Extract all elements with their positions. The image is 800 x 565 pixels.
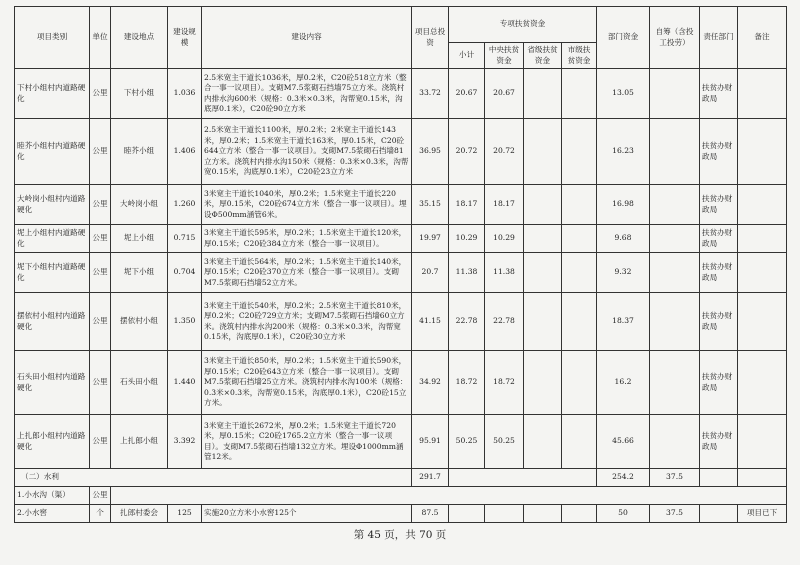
cell-self	[650, 185, 700, 225]
cell-dept: 16.2	[597, 351, 650, 415]
sub2-unit: 个	[90, 505, 111, 523]
cell-category: 上扎郎小组村内道路硬化	[15, 415, 90, 469]
section-dept: 254.2	[597, 469, 650, 487]
cell-resp: 扶贫办财政局	[700, 119, 738, 185]
sub2-city	[562, 505, 597, 523]
header-subtotal: 小计	[449, 43, 485, 69]
sub2-content: 实施20立方米小水窖125个	[202, 505, 412, 523]
sub2-provincial	[524, 505, 562, 523]
cell-total: 20.7	[412, 253, 449, 293]
cell-provincial	[524, 119, 562, 185]
cell-location: 大岭岗小组	[111, 185, 168, 225]
cell-location: 下村小组	[111, 69, 168, 119]
sub-row-cellar	[15, 505, 787, 523]
cell-central: 20.67	[485, 69, 524, 119]
table-row	[15, 415, 787, 469]
cell-location: 坭上小组	[111, 225, 168, 253]
header-scale: 建设规模	[168, 7, 202, 69]
table-row	[15, 185, 787, 225]
cell-total: 36.95	[412, 119, 449, 185]
table-row	[15, 351, 787, 415]
header-city: 市级扶贫资金	[562, 43, 597, 69]
cell-unit: 公里	[90, 253, 111, 293]
header-location: 建设地点	[111, 7, 168, 69]
cell-city	[562, 253, 597, 293]
cell-content: 3米宽主干道长1040米，厚0.2米；1.5米宽主干道长220米，厚0.15米，C20砼674立方米（整合一事一议项目）。埋设Φ500mm涵管6米。	[202, 185, 412, 225]
cell-location: 摆依村小组	[111, 293, 168, 351]
cell-central: 18.72	[485, 351, 524, 415]
cell-subtotal: 22.78	[449, 293, 485, 351]
cell-provincial	[524, 253, 562, 293]
sub2-self: 37.5	[650, 505, 700, 523]
cell-city	[562, 119, 597, 185]
cell-self	[650, 119, 700, 185]
table-row	[15, 119, 787, 185]
cell-scale: 1.406	[168, 119, 202, 185]
cell-category: 石头田小组村内道路硬化	[15, 351, 90, 415]
cell-unit: 公里	[90, 225, 111, 253]
cell-provincial	[524, 293, 562, 351]
cell-category: 坭下小组村内道路硬化	[15, 253, 90, 293]
sub2-central	[485, 505, 524, 523]
cell-central: 20.72	[485, 119, 524, 185]
cell-provincial	[524, 69, 562, 119]
cell-total: 19.97	[412, 225, 449, 253]
header-responsible: 责任部门	[700, 7, 738, 69]
cell-dept: 45.66	[597, 415, 650, 469]
cell-location: 石头田小组	[111, 351, 168, 415]
cell-total: 95.91	[412, 415, 449, 469]
cell-remark	[738, 185, 787, 225]
table-row	[15, 253, 787, 293]
cell-provincial	[524, 185, 562, 225]
cell-resp: 扶贫办财政局	[700, 225, 738, 253]
cell-scale: 0.704	[168, 253, 202, 293]
cell-category: 睦芥小组村内道路硬化	[15, 119, 90, 185]
header-remark: 备注	[738, 7, 787, 69]
cell-central: 50.25	[485, 415, 524, 469]
cell-remark	[738, 415, 787, 469]
project-table	[14, 6, 787, 523]
cell-city	[562, 69, 597, 119]
cell-provincial	[524, 415, 562, 469]
sub2-total: 87.5	[412, 505, 449, 523]
cell-subtotal: 50.25	[449, 415, 485, 469]
cell-unit: 公里	[90, 293, 111, 351]
cell-category: 摆依村小组村内道路硬化	[15, 293, 90, 351]
cell-dept: 18.37	[597, 293, 650, 351]
table-row	[15, 225, 787, 253]
cell-remark	[738, 119, 787, 185]
cell-resp: 扶贫办财政局	[700, 253, 738, 293]
cell-subtotal: 20.67	[449, 69, 485, 119]
cell-location: 坭下小组	[111, 253, 168, 293]
cell-content: 3米宽主干道长2672米，厚0.2米；1.5米宽主干道长720米，厚0.15米；C20砼1765.2立方米（整合一事一议项目）。支砌M7.5浆砌石挡墙132立方米。埋设Φ1000mm涵管12米。	[202, 415, 412, 469]
sub2-label: 2.小水窖	[15, 505, 90, 523]
section-resp	[700, 469, 738, 487]
cell-dept: 16.98	[597, 185, 650, 225]
sub1-empty	[111, 487, 787, 505]
cell-subtotal: 18.72	[449, 351, 485, 415]
cell-remark	[738, 253, 787, 293]
page-footer: 第 45 页，共 70 页	[353, 529, 447, 541]
cell-total: 33.72	[412, 69, 449, 119]
sub1-label: 1.小水沟（渠）	[15, 487, 90, 505]
cell-subtotal: 18.17	[449, 185, 485, 225]
cell-dept: 9.32	[597, 253, 650, 293]
header-special-fund: 专项扶贫资金	[449, 7, 597, 43]
cell-unit: 公里	[90, 185, 111, 225]
cell-city	[562, 185, 597, 225]
cell-self	[650, 415, 700, 469]
sub2-resp	[700, 505, 738, 523]
header-unit: 单位	[90, 7, 111, 69]
cell-unit: 公里	[90, 351, 111, 415]
cell-total: 41.15	[412, 293, 449, 351]
cell-category: 坭上小组村内道路硬化	[15, 225, 90, 253]
cell-total: 34.92	[412, 351, 449, 415]
cell-content: 3米宽主干道长540米，厚0.2米；2.5米宽主干道长810米，厚0.2米；C20砼729立方米；支砌M7.5浆砌石挡墙60立方米。浇筑村内排水沟200米（规格：0.3米×0.3米，沟帮宽0.15米，沟底厚0.1米），C20砼30立方米	[202, 293, 412, 351]
cell-unit: 公里	[90, 119, 111, 185]
sub1-unit: 公里	[90, 487, 111, 505]
table-row	[15, 293, 787, 351]
header-total: 项目总投资	[412, 7, 449, 69]
header-content: 建设内容	[202, 7, 412, 69]
cell-scale: 0.715	[168, 225, 202, 253]
cell-self	[650, 351, 700, 415]
cell-subtotal: 10.29	[449, 225, 485, 253]
cell-content: 3米宽主干道长564米，厚0.2米；1.5米宽主干道长140米，厚0.15米；C20砼370立方米（整合一事一议项目）。支砌M7.5浆砌石挡墙52立方米。	[202, 253, 412, 293]
cell-total: 35.15	[412, 185, 449, 225]
cell-provincial	[524, 225, 562, 253]
section-label: （二）水利	[15, 469, 412, 487]
cell-dept: 13.05	[597, 69, 650, 119]
cell-central: 11.38	[485, 253, 524, 293]
cell-resp: 扶贫办财政局	[700, 415, 738, 469]
table-row	[15, 69, 787, 119]
cell-scale: 1.036	[168, 69, 202, 119]
cell-central: 22.78	[485, 293, 524, 351]
cell-location: 上扎郎小组	[111, 415, 168, 469]
sub2-remark: 项目已下	[738, 505, 787, 523]
cell-subtotal: 20.72	[449, 119, 485, 185]
cell-category: 下村小组村内道路硬化	[15, 69, 90, 119]
cell-city	[562, 293, 597, 351]
sub2-dept: 50	[597, 505, 650, 523]
cell-scale: 3.392	[168, 415, 202, 469]
section-empty	[449, 469, 597, 487]
sub-row-ditch	[15, 487, 787, 505]
cell-self	[650, 293, 700, 351]
section-row	[15, 469, 787, 487]
cell-city	[562, 351, 597, 415]
cell-resp: 扶贫办财政局	[700, 69, 738, 119]
cell-resp: 扶贫办财政局	[700, 351, 738, 415]
cell-remark	[738, 69, 787, 119]
cell-city	[562, 415, 597, 469]
cell-category: 大岭岗小组村内道路硬化	[15, 185, 90, 225]
cell-scale: 1.350	[168, 293, 202, 351]
cell-scale: 1.260	[168, 185, 202, 225]
cell-remark	[738, 225, 787, 253]
cell-remark	[738, 293, 787, 351]
cell-content: 2.5米宽主干道长1036米，厚0.2米，C20砼518立方米（整合一事一议项目）。支砌M7.5浆砌石挡墙75立方米。浇筑村内排水沟600米（规格：0.3米×0.3米，沟帮宽0.15米，沟底厚0.1米），C20砼90立方米	[202, 69, 412, 119]
cell-central: 10.29	[485, 225, 524, 253]
cell-self	[650, 225, 700, 253]
cell-content: 2.5米宽主干道长1100米，厚0.2米；2米宽主干道长143米，厚0.2米；1.5米宽主干道长163米，厚0.15米，C20砼644立方米（整合一事一议项目）。支砌M7.5浆砌石挡墙81立方米。浇筑村内排水沟150米（规格：0.3米×0.3米，沟帮宽0.15米，沟底厚0.1米），C20砼23立方米	[202, 119, 412, 185]
cell-self	[650, 253, 700, 293]
cell-dept: 16.23	[597, 119, 650, 185]
cell-content: 3米宽主干道长595米，厚0.2米；1.5米宽主干道长120米，厚0.15米；C20砼384立方米（整合一事一议项目）。	[202, 225, 412, 253]
cell-dept: 9.68	[597, 225, 650, 253]
section-remark	[738, 469, 787, 487]
cell-self	[650, 69, 700, 119]
cell-location: 睦芥小组	[111, 119, 168, 185]
cell-provincial	[524, 351, 562, 415]
cell-remark	[738, 351, 787, 415]
sub2-subtotal	[449, 505, 485, 523]
cell-scale: 1.440	[168, 351, 202, 415]
section-self: 37.5	[650, 469, 700, 487]
cell-resp: 扶贫办财政局	[700, 293, 738, 351]
cell-central: 18.17	[485, 185, 524, 225]
cell-subtotal: 11.38	[449, 253, 485, 293]
cell-city	[562, 225, 597, 253]
sub2-scale: 125	[168, 505, 202, 523]
header-dept: 部门资金	[597, 7, 650, 69]
header-category: 项目类别	[15, 7, 90, 69]
header-central: 中央扶贫资金	[485, 43, 524, 69]
cell-content: 3米宽主干道长850米，厚0.2米；1.5米宽主干道长590米，厚0.15米；C20砼643立方米（整合一事一议项目）。支砌M7.5浆砌石挡墙25立方米。浇筑村内排水沟100米（规格：0.3米×0.3米，沟帮宽0.15米，沟底厚0.1米），C20砼15立方米。	[202, 351, 412, 415]
cell-unit: 公里	[90, 415, 111, 469]
header-self-raised: 自筹（含投工投劳）	[650, 7, 700, 69]
header-provincial: 省级扶贫资金	[524, 43, 562, 69]
sub2-location: 扎郎村委会	[111, 505, 168, 523]
cell-unit: 公里	[90, 69, 111, 119]
section-total: 291.7	[412, 469, 449, 487]
cell-resp: 扶贫办财政局	[700, 185, 738, 225]
